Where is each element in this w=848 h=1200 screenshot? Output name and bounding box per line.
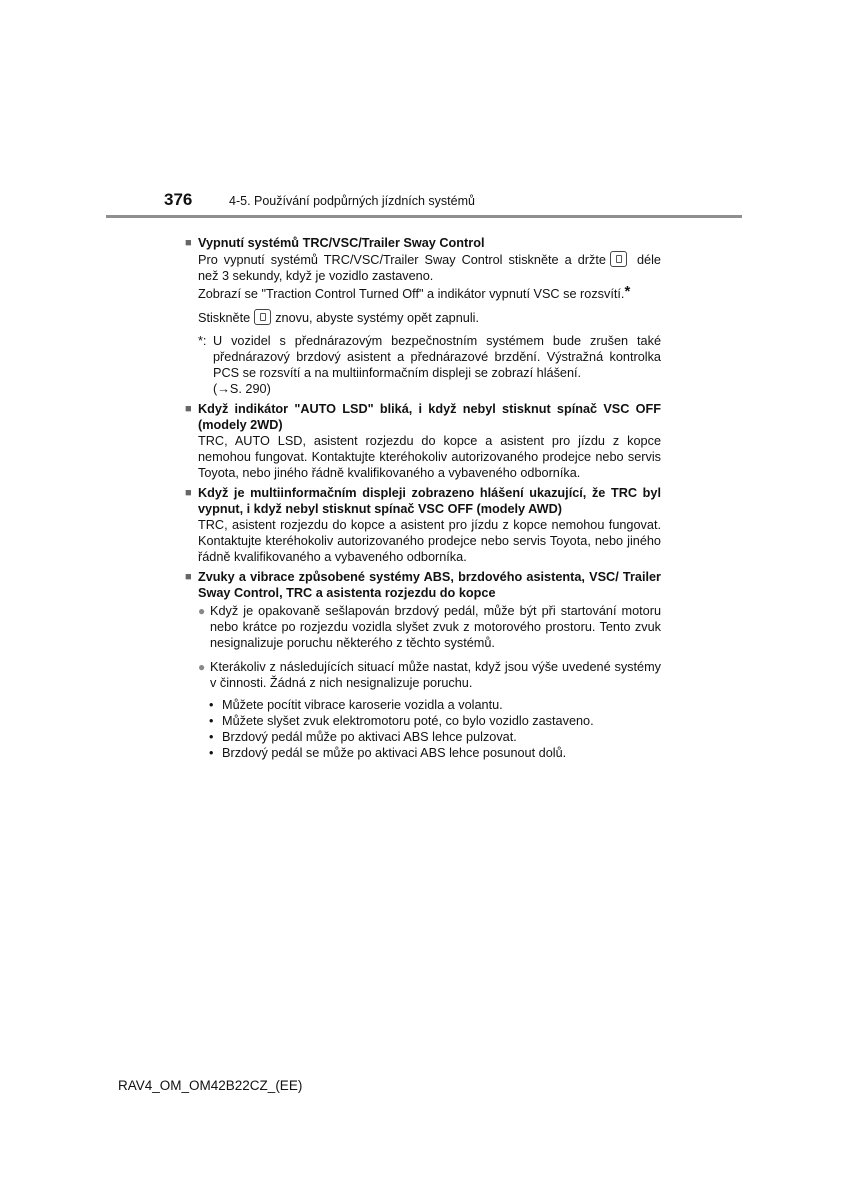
list-item xyxy=(198,659,661,691)
page-number: 376 xyxy=(164,190,193,209)
header-rule xyxy=(106,215,742,218)
dot-bullet-icon: ● xyxy=(198,660,206,674)
footnote-mark: *: xyxy=(198,334,207,348)
sub-bullet-icon: • xyxy=(209,698,214,712)
page-reference: (→S. 290) xyxy=(213,382,271,396)
sub-bullet-icon: • xyxy=(209,746,214,760)
section-sounds-vibrations xyxy=(185,569,661,761)
section-trc-message xyxy=(185,485,661,565)
section-trc-off xyxy=(185,235,661,397)
text-run: déle než 3 sekundy, když je vozidlo zastaveno. xyxy=(198,253,661,283)
text-run: Pro vypnutí systémů TRC/VSC/Trailer Sway Control stiskněte a držte xyxy=(198,253,606,267)
square-bullet-icon: ■ xyxy=(185,487,192,499)
sub-list-item xyxy=(209,745,661,761)
heading-text: Když je multiinformačním displeji zobrazeno hlášení ukazující, že TRC byl vypnut, i když nebyl stisknut spínač VSC OFF (modely AWD) xyxy=(198,486,661,516)
document-code-footer: RAV4_OM_OM42B22CZ_(EE) xyxy=(118,1078,303,1093)
vsc-off-switch-icon xyxy=(610,251,627,267)
footnote xyxy=(198,333,661,397)
sub-item-text: Brzdový pedál může po aktivaci ABS lehce pulzovat. xyxy=(222,730,517,744)
list-item-text: Kterákoliv z následujících situací může nastat, když jsou výše uvedené systémy v činnosti. Žádná z nich nesignalizuje poruchu. xyxy=(210,660,661,690)
square-bullet-icon: ■ xyxy=(185,237,192,249)
section-heading xyxy=(185,401,661,433)
dot-bullet-icon: ● xyxy=(198,604,206,618)
heading-text: Zvuky a vibrace způsobené systémy ABS, brzdového asistenta, VSC/ Trailer Sway Control, TRC a asistenta rozjezdu do kopce xyxy=(198,570,661,600)
text-run: znovu, abyste systémy opět zapnuli. xyxy=(275,311,479,325)
sub-item-text: Brzdový pedál se může po aktivaci ABS lehce posunout dolů. xyxy=(222,746,567,760)
footnote-text: U vozidel s přednárazovým bezpečnostním systémem bude zrušen také přednárazový brzdový asistent a přednárazové brzdění. Výstražná kontrolka PCS se rozsvítí a na multiinformačním displeji se zobrazí hlášení. xyxy=(213,334,661,380)
sub-bullet-icon: • xyxy=(209,714,214,728)
sub-list-item xyxy=(209,697,661,713)
paragraph xyxy=(198,284,661,302)
text-run: Stiskněte xyxy=(198,311,251,325)
section-heading xyxy=(185,235,661,251)
vsc-off-switch-icon xyxy=(254,309,271,325)
page-header xyxy=(0,190,848,220)
section-heading xyxy=(185,485,661,517)
section-title: 4-5. Používání podpůrných jízdních systémů xyxy=(229,194,475,208)
page-content xyxy=(185,235,661,765)
section-heading xyxy=(185,569,661,601)
section-auto-lsd xyxy=(185,401,661,481)
paragraph xyxy=(198,251,661,284)
sub-item-text: Můžete pocítit vibrace karoserie vozidla a volantu. xyxy=(222,698,503,712)
sub-bullet-icon: • xyxy=(209,730,214,744)
text-run: Zobrazí se "Traction Control Turned Off" a indikátor vypnutí VSC se rozsvítí. xyxy=(198,287,625,301)
square-bullet-icon: ■ xyxy=(185,403,192,415)
heading-text: Když indikátor "AUTO LSD" bliká, i když nebyl stisknut spínač VSC OFF (modely 2WD) xyxy=(198,402,661,432)
square-bullet-icon: ■ xyxy=(185,571,192,583)
paragraph: TRC, asistent rozjezdu do kopce a asistent pro jízdu z kopce nemohou fungovat. Kontaktujte kteréhokoliv autorizovaného prodejce nebo servis Toyota, nebo jiného řádně kvalifikovaného a vybaveného odborníka. xyxy=(198,518,661,564)
sub-list-item xyxy=(209,713,661,729)
list-item xyxy=(198,603,661,651)
sub-item-text: Můžete slyšet zvuk elektromotoru poté, co bylo vozidlo zastaveno. xyxy=(222,714,594,728)
footnote-mark: * xyxy=(624,283,631,300)
paragraph xyxy=(198,309,661,326)
list-item-text: Když je opakovaně sešlapován brzdový pedál, může být při startování motoru nebo krátce po rozjezdu vozidla slyšet zvuk z motorového prostoru. Tento zvuk nesignalizuje poruchu některého z těchto systémů. xyxy=(210,604,661,650)
heading-text: Vypnutí systémů TRC/VSC/Trailer Sway Control xyxy=(198,236,485,250)
paragraph: TRC, AUTO LSD, asistent rozjezdu do kopce a asistent pro jízdu z kopce nemohou fungovat. Kontaktujte kteréhokoliv autorizovaného prodejce nebo servis Toyota, nebo jiného řádně kvalifikovaného a vybaveného odborníka. xyxy=(198,434,661,480)
sub-list-item xyxy=(209,729,661,745)
